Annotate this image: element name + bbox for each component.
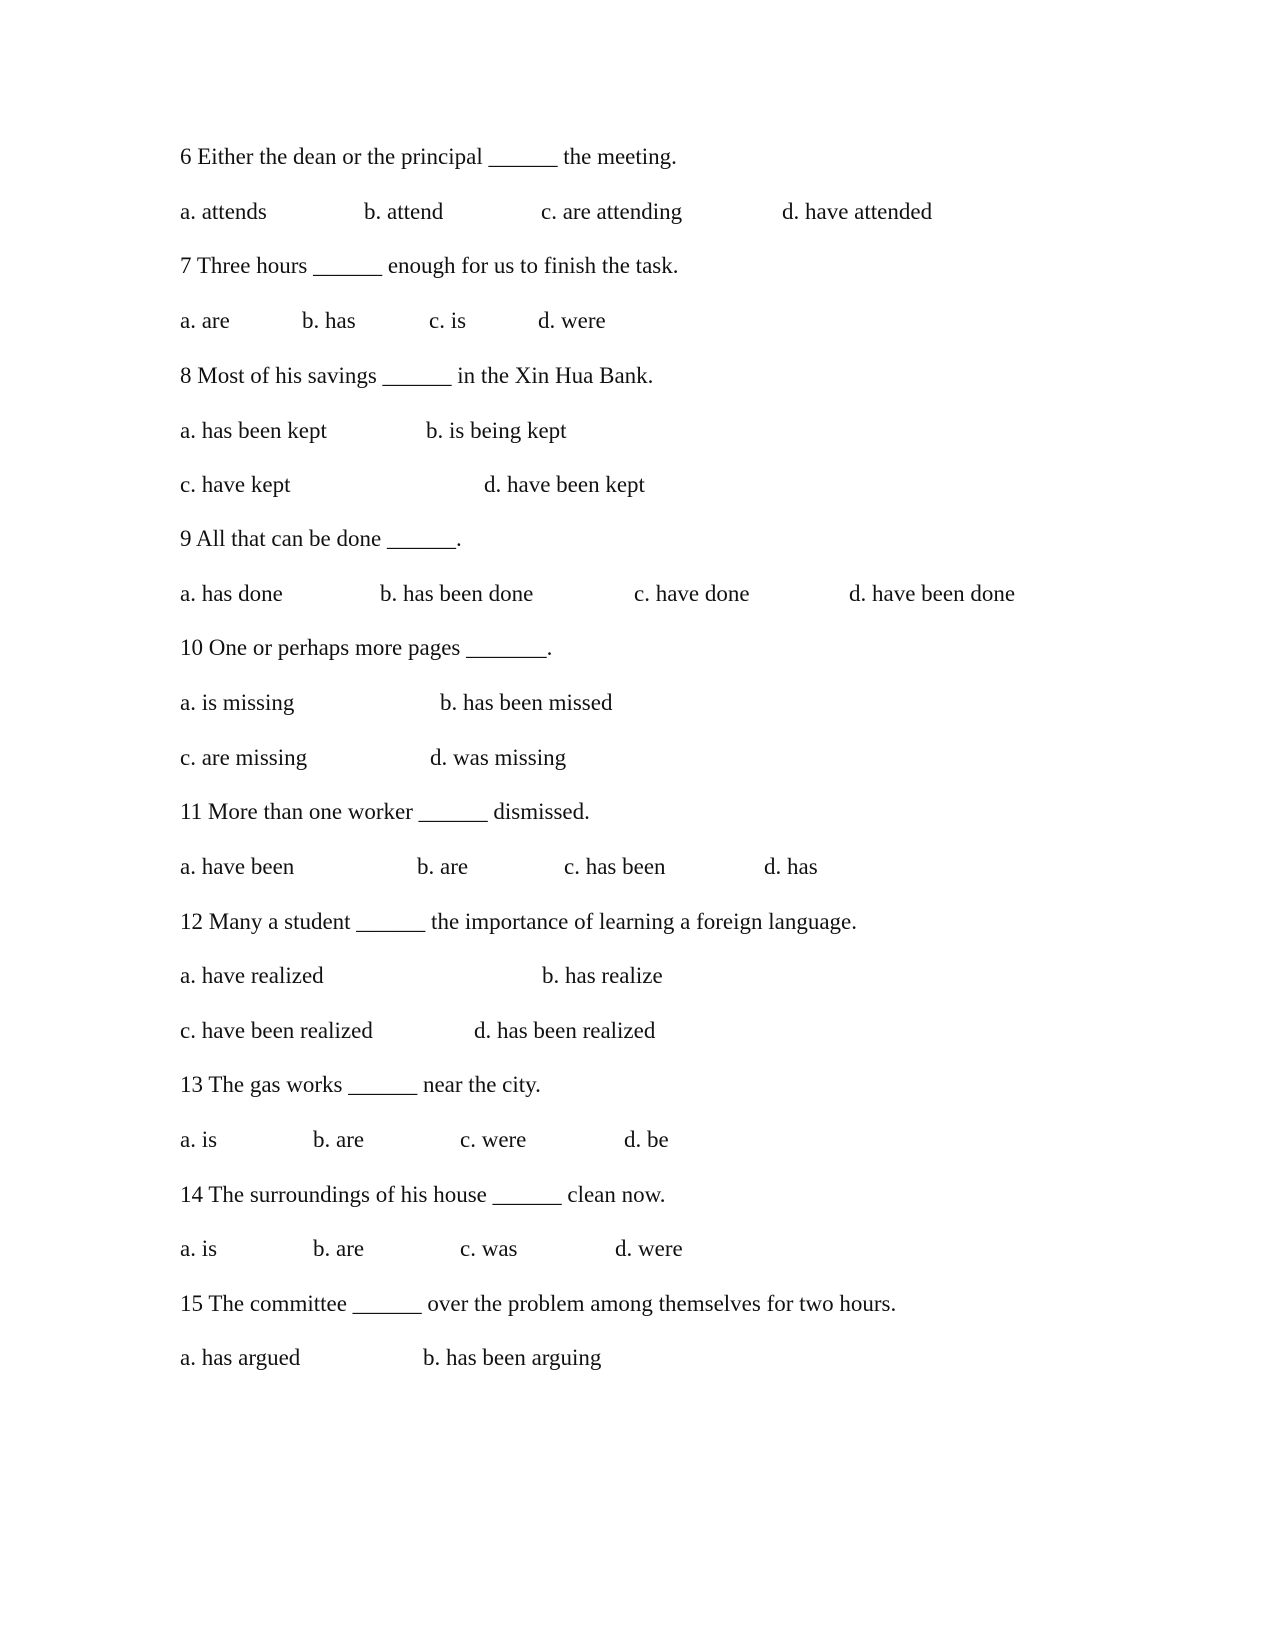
question-7-stem: 7 Three hours ______ enough for us to finish the task. <box>180 253 679 278</box>
question-7-option-b: b. has <box>302 308 356 333</box>
question-9-option-a: a. has done <box>180 581 283 606</box>
question-6-option-a: a. attends <box>180 199 267 224</box>
question-14-option-c: c. was <box>460 1236 518 1261</box>
question-15-option-a: a. has argued <box>180 1345 301 1370</box>
question-8-stem: 8 Most of his savings ______ in the Xin Hua Bank. <box>180 363 654 388</box>
question-6-option-d: d. have attended <box>782 199 933 224</box>
question-10-option-d: d. was missing <box>430 745 567 770</box>
question-8-option-d: d. have been kept <box>484 472 645 497</box>
question-11-option-c: c. has been <box>564 854 666 879</box>
question-9-option-d: d. have been done <box>849 581 1016 606</box>
question-11-option-d: d. has <box>764 854 818 879</box>
question-14-option-d: d. were <box>615 1236 683 1261</box>
question-11-stem: 11 More than one worker ______ dismissed. <box>180 799 590 824</box>
question-10-option-a: a. is missing <box>180 690 295 715</box>
question-15-option-b: b. has been arguing <box>423 1345 602 1370</box>
question-13-stem: 13 The gas works ______ near the city. <box>180 1072 541 1097</box>
question-6-option-b: b. attend <box>364 199 444 224</box>
question-6-option-c: c. are attending <box>541 199 683 224</box>
question-7-option-d: d. were <box>538 308 606 333</box>
question-9-option-c: c. have done <box>634 581 750 606</box>
question-12-stem: 12 Many a student ______ the importance of learning a foreign language. <box>180 909 858 934</box>
question-8-option-a: a. has been kept <box>180 418 327 443</box>
question-14-stem: 14 The surroundings of his house ______ clean now. <box>180 1182 666 1207</box>
question-6-stem: 6 Either the dean or the principal ______ the meeting. <box>180 144 677 169</box>
question-9-stem: 9 All that can be done ______. <box>180 526 462 551</box>
question-13-option-d: d. be <box>624 1127 669 1152</box>
question-12-option-d: d. has been realized <box>474 1018 656 1043</box>
question-11-option-a: a. have been <box>180 854 295 879</box>
question-12-option-b: b. has realize <box>542 963 663 988</box>
question-10-option-b: b. has been missed <box>440 690 613 715</box>
question-15-stem: 15 The committee ______ over the problem among themselves for two hours. <box>180 1291 897 1316</box>
question-12-option-c: c. have been realized <box>180 1018 373 1043</box>
question-10-option-c: c. are missing <box>180 745 308 770</box>
question-7-option-a: a. are <box>180 308 230 333</box>
question-14-option-a: a. is <box>180 1236 218 1261</box>
question-9-option-b: b. has been done <box>380 581 534 606</box>
question-13-option-c: c. were <box>460 1127 527 1152</box>
question-8-option-b: b. is being kept <box>426 418 567 443</box>
question-12-option-a: a. have realized <box>180 963 324 988</box>
question-13-option-a: a. is <box>180 1127 218 1152</box>
question-8-option-c: c. have kept <box>180 472 291 497</box>
question-11-option-b: b. are <box>417 854 469 879</box>
question-7-option-c: c. is <box>429 308 467 333</box>
question-10-stem: 10 One or perhaps more pages _______. <box>180 635 553 660</box>
question-13-option-b: b. are <box>313 1127 365 1152</box>
question-14-option-b: b. are <box>313 1236 365 1261</box>
